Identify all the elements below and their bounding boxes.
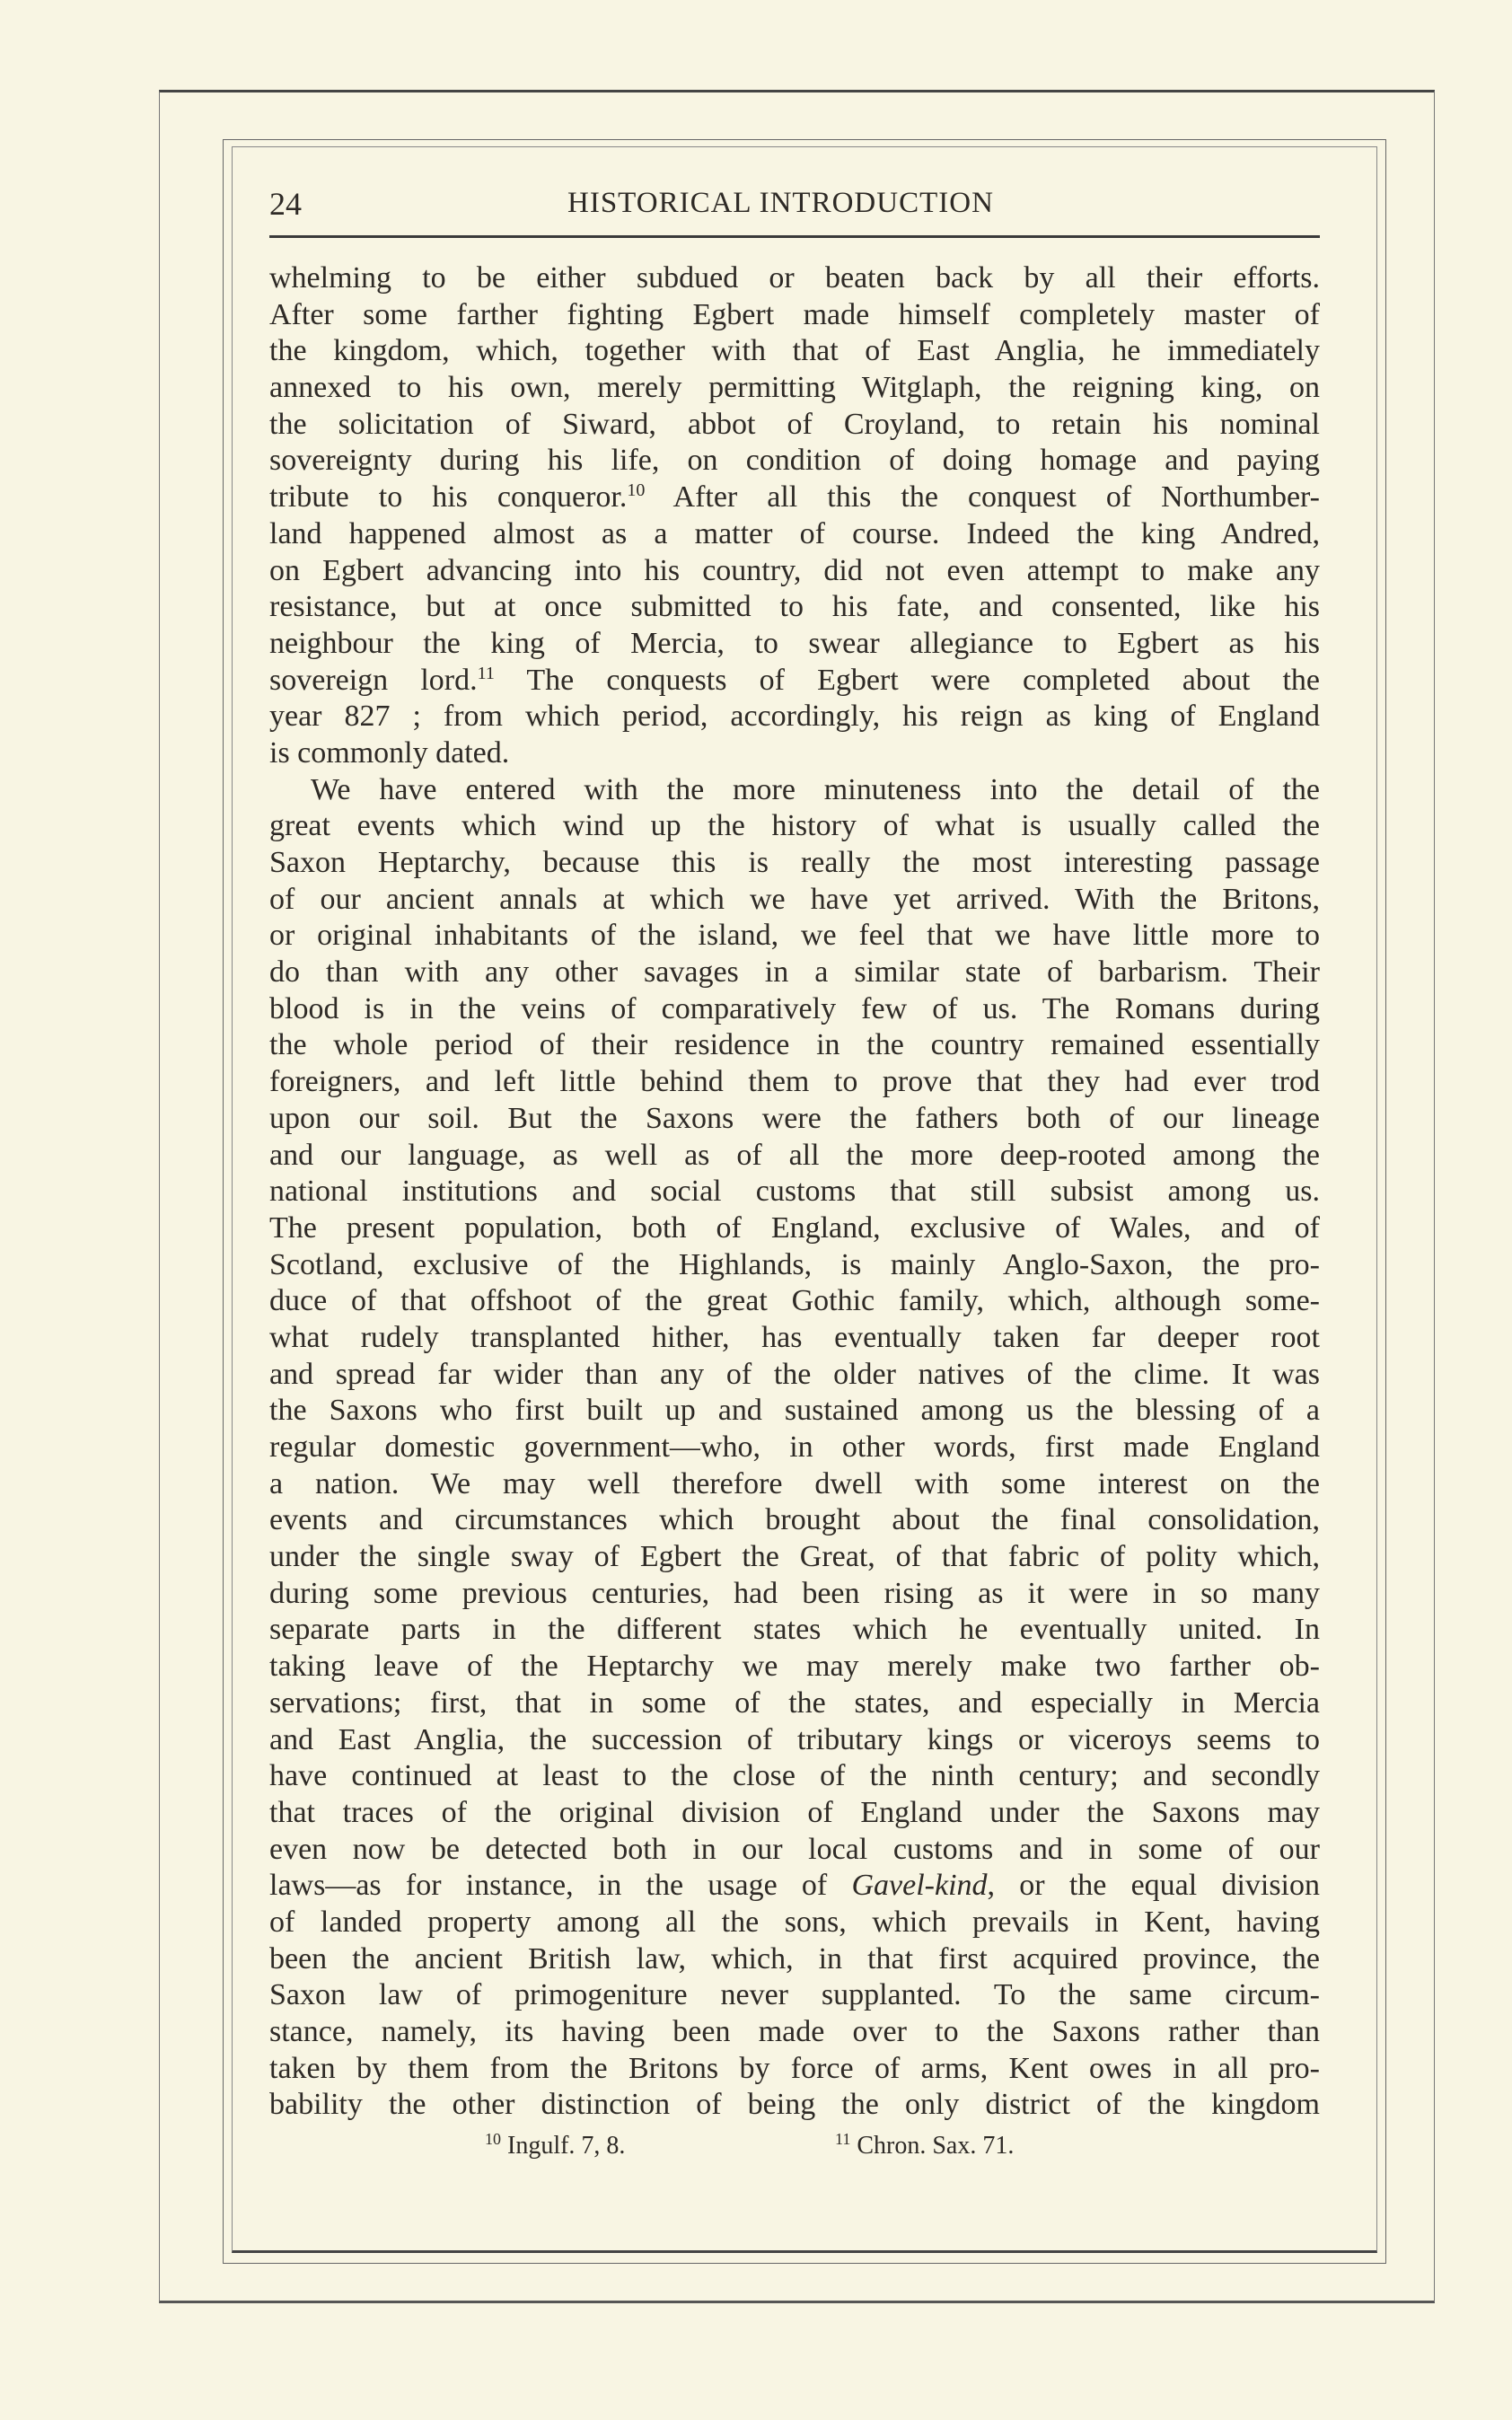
text-segment: blood is in the veins of comparatively few of us. The Romans during [269,991,1320,1025]
text-line [269,735,1320,772]
text-line [269,260,1320,297]
text-line [269,918,1320,955]
text-segment: on Egbert advancing into his country, did not even attempt to make any [269,553,1320,587]
footnote-reference: 10 [627,480,646,501]
text-line [269,1502,1320,1539]
text-segment: sovereignty during his life, on condition of doing homage and paying [269,444,1320,478]
header-rule [269,235,1320,238]
text-line [269,407,1320,444]
text-line [269,882,1320,919]
text-line [269,1832,1320,1869]
text-line [269,480,1320,516]
text-segment: the solicitation of Siward, abbot of Croyland, to retain his nominal [269,407,1320,441]
text-line [269,663,1320,700]
footnote-text: Chron. Sax. 71. [850,2132,1015,2160]
text-segment: tribute to his conqueror. [269,480,628,515]
text-line [269,1210,1320,1247]
text-segment: duce of that offshoot of the great Gothic family, which, although some- [269,1284,1320,1318]
text-segment: and spread far wider than any of the older natives of the clime. It was [269,1357,1320,1391]
text-segment: events and circumstances which brought about the final consolidation, [269,1503,1320,1537]
text-segment: separate parts in the different states which he eventually united. In [269,1613,1320,1647]
footnote-10 [485,2130,625,2160]
text-line [269,991,1320,1028]
text-line [269,1430,1320,1466]
text-segment: of landed property among all the sons, which prevails in Kent, having [269,1905,1320,1939]
text-segment: servations; first, that in some of the states, and especially in Mercia [269,1685,1320,1720]
text-line [269,1174,1320,1210]
text-segment: whelming to be either subdued or beaten back by all their efforts. [269,261,1320,295]
text-line [269,1576,1320,1613]
text-line [269,1685,1320,1722]
text-line [269,1612,1320,1649]
text-line [269,955,1320,991]
text-line [269,297,1320,334]
text-segment: neighbour the king of Mercia, to swear allegiance to Egbert as his [269,626,1320,660]
text-line [269,1064,1320,1101]
text-segment: what rudely transplanted hither, has eventually taken far deeper root [269,1320,1320,1354]
text-segment: and East Anglia, the succession of tributary kings or viceroys seems to [269,1722,1320,1756]
text-line [269,2087,1320,2124]
text-line [269,1466,1320,1503]
text-segment: taken by them from the Britons by force of arms, Kent owes in all pro- [269,2051,1320,2085]
italic-term: Gavel-kind [851,1869,988,1903]
footnote-mark: 11 [835,2130,851,2148]
text-segment: upon our soil. But the Saxons were the fathers both of our lineage [269,1101,1320,1135]
text-segment: have continued at least to the close of the ninth century; and secondly [269,1759,1320,1793]
text-segment: land happened almost as a matter of course. Indeed the king Andred, [269,516,1320,550]
text-line [269,1795,1320,1832]
text-line [269,1758,1320,1795]
running-head: HISTORICAL INTRODUCTION [567,187,994,219]
text-segment: of our ancient annals at which we have yet arrived. With the Britons, [269,882,1320,916]
text-segment: is commonly dated. [269,735,510,770]
text-segment: The conquests of Egbert were completed about the [494,663,1320,697]
text-line [269,2051,1320,2088]
text-segment: Saxon Heptarchy, because this is really the most interesting passage [269,846,1320,879]
text-segment: the kingdom, which, together with that of East Anglia, he immediately [269,334,1320,368]
text-line [269,1868,1320,1905]
text-line [269,1539,1320,1576]
text-segment: even now be detected both in our local customs and in some of our [269,1832,1320,1866]
text-line [269,2014,1320,2051]
text-segment: Scotland, exclusive of the Highlands, is mainly Anglo-Saxon, the pro- [269,1247,1320,1281]
text-segment: The present population, both of England, exclusive of Wales, and of [269,1210,1320,1245]
footnote-mark: 10 [485,2130,501,2148]
text-line [269,808,1320,845]
text-line [269,516,1320,553]
footnote-11 [835,2130,1014,2160]
text-line [269,1722,1320,1759]
page-number: 24 [269,186,302,222]
body-text [269,260,1320,2124]
text-segment: sovereign lord. [269,663,478,697]
text-segment: taking leave of the Heptarchy we may merely make two farther ob- [269,1650,1320,1684]
text-line [269,1027,1320,1064]
text-segment: year 827 ; from which period, accordingly, his reign as king of England [269,700,1320,734]
text-line [269,1393,1320,1430]
text-line [269,772,1320,809]
text-segment: the whole period of their residence in the country remained essentially [269,1028,1320,1062]
text-line [269,1977,1320,2014]
text-segment: great events which wind up the history of what is usually called the [269,809,1320,843]
text-segment: bability the other distinction of being the only district of the kingdom [269,2088,1320,2122]
text-segment: regular domestic government—who, in other words, first made England [269,1430,1320,1464]
footnote-reference: 11 [477,663,495,683]
text-line [269,626,1320,663]
text-segment: After some farther fighting Egbert made himself completely master of [269,297,1320,331]
text-segment: foreigners, and left little behind them to prove that they had ever trod [269,1065,1320,1099]
text-line [269,845,1320,882]
text-segment: laws—as for instance, in the usage of [269,1869,852,1903]
text-segment: that traces of the original division of England under the Saxons may [269,1795,1320,1829]
text-line [269,1649,1320,1685]
text-segment: do than with any other savages in a similar state of barbarism. Their [269,955,1320,990]
text-line [269,1357,1320,1394]
text-line [269,1320,1320,1357]
text-segment: We have entered with the more minuteness into the detail of the [311,772,1320,806]
text-segment: the Saxons who first built up and sustained among us the blessing of a [269,1394,1320,1428]
text-segment: and our language, as well as of all the more deep-rooted among the [269,1138,1320,1172]
text-segment: under the single sway of Egbert the Great, of that fabric of polity which, [269,1540,1320,1574]
text-line [269,1138,1320,1175]
text-segment: resistance, but at once submitted to his fate, and consented, like his [269,590,1320,624]
text-segment: annexed to his own, merely permitting Witglaph, the reigning king, on [269,371,1320,405]
text-segment: a nation. We may well therefore dwell with some interest on the [269,1466,1320,1500]
text-segment: , or the equal division [987,1869,1321,1903]
text-line [269,1941,1320,1978]
footnote-text: Ingulf. 7, 8. [501,2132,626,2160]
text-line [269,370,1320,407]
text-segment: during some previous centuries, had been rising as it were in so many [269,1576,1320,1610]
text-line [269,553,1320,590]
text-segment: been the ancient British law, which, in that first acquired province, the [269,1941,1320,1976]
text-line [269,1283,1320,1320]
text-line [269,1247,1320,1284]
text-line [269,333,1320,370]
text-line [269,1905,1320,1941]
text-segment: or original inhabitants of the island, we feel that we have little more to [269,919,1320,953]
text-line [269,1101,1320,1138]
text-line [269,589,1320,626]
text-segment: stance, namely, its having been made over to the Saxons rather than [269,2015,1320,2048]
text-segment: national institutions and social customs that still subsist among us. [269,1175,1320,1209]
text-line [269,699,1320,735]
text-line [269,443,1320,480]
text-segment: Saxon law of primogeniture never supplanted. To the same circum- [269,1978,1320,2012]
text-segment: After all this the conquest of Northumber- [645,480,1320,515]
